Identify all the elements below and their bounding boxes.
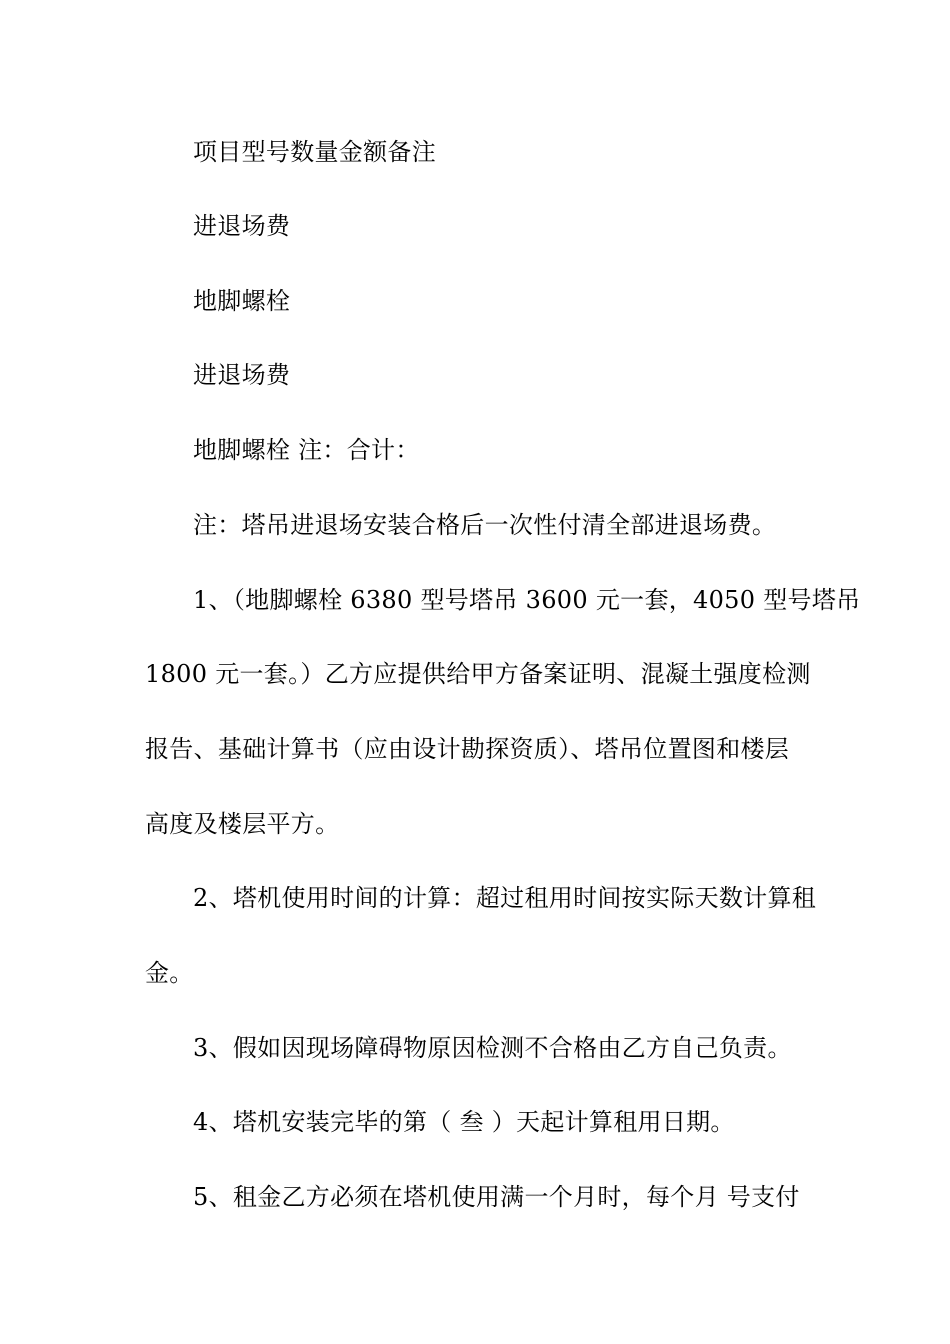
clause-2-line-2: 金。 [145,959,194,987]
table-header-line: 项目型号数量金额备注 [193,138,436,166]
note-paragraph: 注：塔吊进退场安装合格后一次性付清全部进退场费。 [193,511,777,539]
clause-4: 4、塔机安装完毕的第（ 叁 ）天起计算租用日期。 [193,1108,735,1136]
clause-1-line-4: 高度及楼层平方。 [145,810,340,838]
clause-1-line-2: 1800 元一套。）乙方应提供给甲方备案证明、混凝土强度检测 [145,660,811,688]
clause-1-line-1: 1、（地脚螺栓 6380 型号塔吊 3600 元一套，4050 型号塔吊 [193,586,861,614]
item-line-anchor-bolt: 地脚螺栓 [193,287,291,315]
clause-5-line-1: 5、租金乙方必须在塔机使用满一个月时，每个月 号支付 [193,1183,800,1211]
item-line-entry-exit-fee: 进退场费 [193,212,291,240]
clause-1-line-3: 报告、基础计算书（应由设计勘探资质）、塔吊位置图和楼层 [145,735,790,763]
item-line-entry-exit-fee-2: 进退场费 [193,361,291,389]
item-line-anchor-bolt-total: 地脚螺栓 注：合计： [193,436,420,464]
clause-2-line-1: 2、塔机使用时间的计算：超过租用时间按实际天数计算租 [193,884,817,912]
clause-3: 3、假如因现场障碍物原因检测不合格由乙方自己负责。 [193,1034,792,1062]
